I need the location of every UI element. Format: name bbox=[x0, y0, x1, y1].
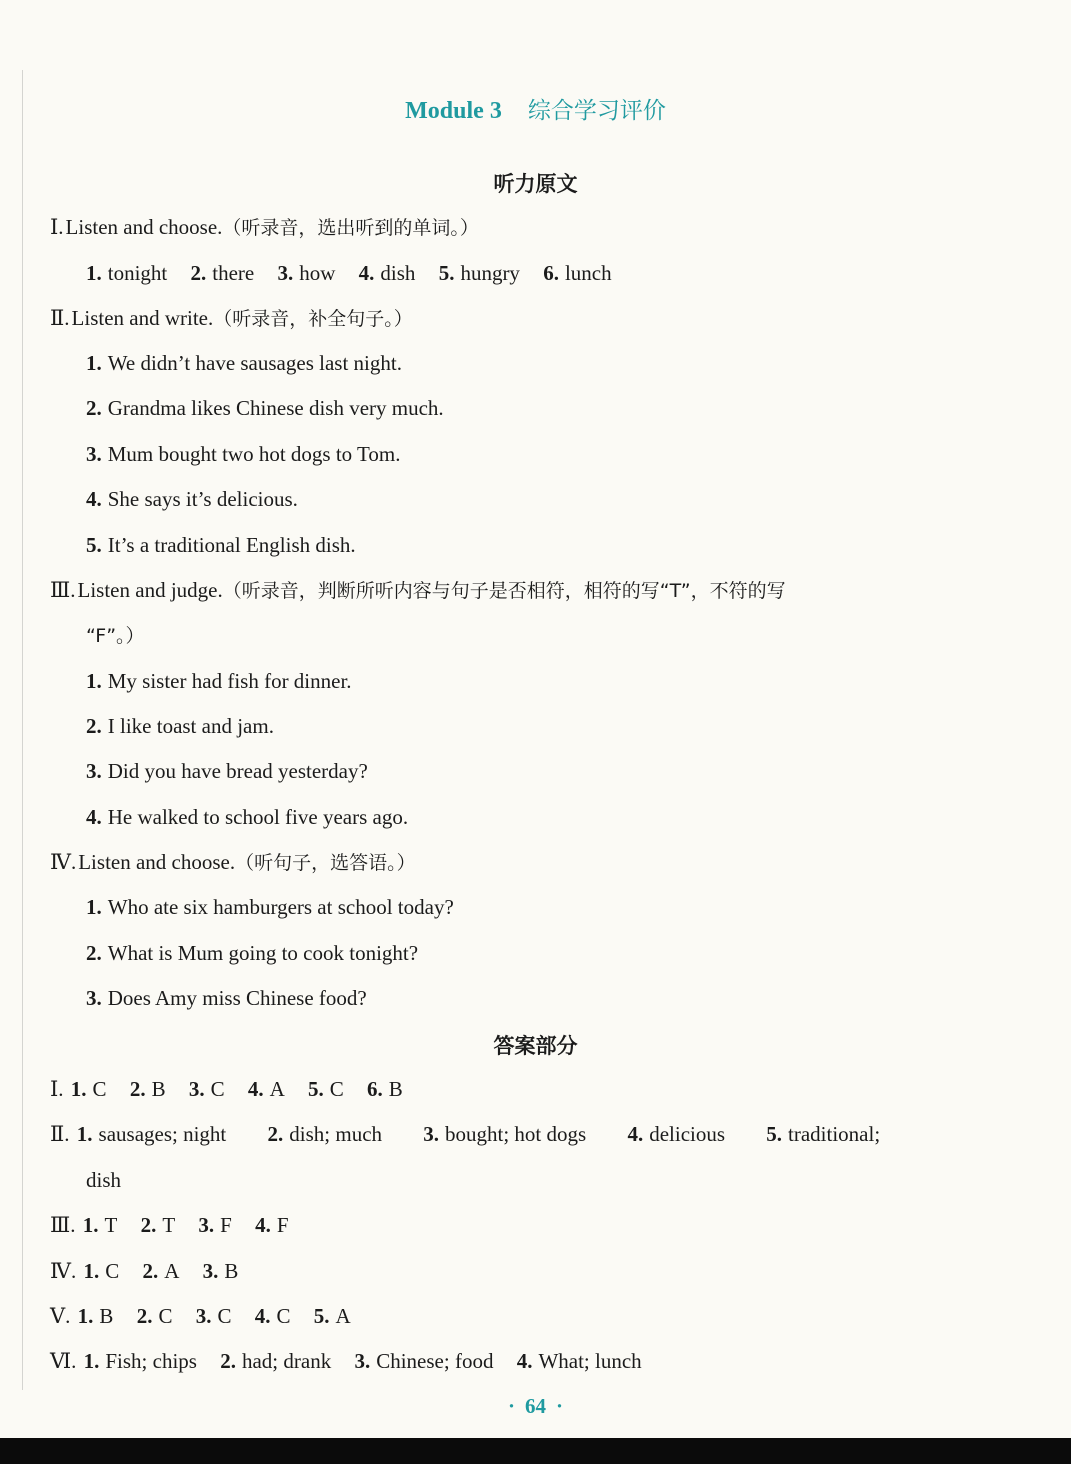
scan-bottom-edge bbox=[0, 1438, 1071, 1464]
module-name: Module 3 bbox=[405, 98, 502, 124]
list-item: 2. What is Mum going to cook tonight? bbox=[86, 941, 419, 965]
answer-row-4: Ⅳ. 1. C 2. A 3. B bbox=[50, 1259, 239, 1283]
list-item: 2. I like toast and jam. bbox=[86, 714, 274, 738]
answer-row-5: Ⅴ. 1. B 2. C 3. C 4. C 5. A bbox=[50, 1304, 351, 1328]
answers-heading: 答案部分 bbox=[493, 1034, 578, 1058]
listening-heading: 听力原文 bbox=[493, 172, 578, 196]
part2-instruction: Ⅱ.Listen and write.（听录音，补全句子。） bbox=[50, 306, 413, 330]
part1-instruction: Ⅰ.Listen and choose.（听录音，选出听到的单词。） bbox=[50, 215, 479, 239]
part1-items: 1. tonight 2. there 3. how 4. dish 5. hungry 6. lunch bbox=[86, 261, 612, 285]
part3-instruction-cont: “F”。） bbox=[86, 625, 145, 647]
answer-row-3: Ⅲ. 1. T 2. T 3. F 4. F bbox=[50, 1213, 289, 1237]
list-item: 1. Who ate six hamburgers at school today? bbox=[86, 895, 454, 919]
list-item: 4. He walked to school five years ago. bbox=[86, 805, 409, 829]
list-item: 3. Mum bought two hot dogs to Tom. bbox=[86, 442, 401, 466]
answer-row-1: Ⅰ. 1. C 2. B 3. C 4. A 5. C 6. B bbox=[50, 1077, 403, 1101]
list-item: 3. Did you have bread yesterday? bbox=[86, 759, 368, 783]
answer-row-2: Ⅱ. 1. sausages; night 2. dish; much 3. bought; hot dogs 4. delicious 5. traditional; bbox=[50, 1122, 881, 1146]
page-margin-line bbox=[22, 70, 23, 1390]
answer-row-2-cont: dish bbox=[86, 1168, 122, 1192]
list-item: 1. My sister had fish for dinner. bbox=[86, 669, 352, 693]
list-item: 1. We didn’t have sausages last night. bbox=[86, 351, 402, 375]
list-item: 4. She says it’s delicious. bbox=[86, 487, 298, 511]
answer-row-6: Ⅵ. 1. Fish; chips 2. had; drank 3. Chinese; food 4. What; lunch bbox=[50, 1349, 642, 1373]
list-item: 5. It’s a traditional English dish. bbox=[86, 533, 356, 557]
module-title-zh: 综合学习评价 bbox=[527, 98, 666, 124]
part4-instruction: Ⅳ.Listen and choose.（听句子，选答语。） bbox=[50, 850, 416, 874]
page-number: · 64 · bbox=[507, 1394, 564, 1418]
module-title bbox=[0, 92, 1071, 125]
part3-instruction: Ⅲ.Listen and judge.（听录音，判断所听内容与句子是否相符，相符的写“T”，不符的写 bbox=[50, 578, 786, 602]
list-item: 3. Does Amy miss Chinese food? bbox=[86, 986, 367, 1010]
list-item: 2. Grandma likes Chinese dish very much. bbox=[86, 396, 444, 420]
